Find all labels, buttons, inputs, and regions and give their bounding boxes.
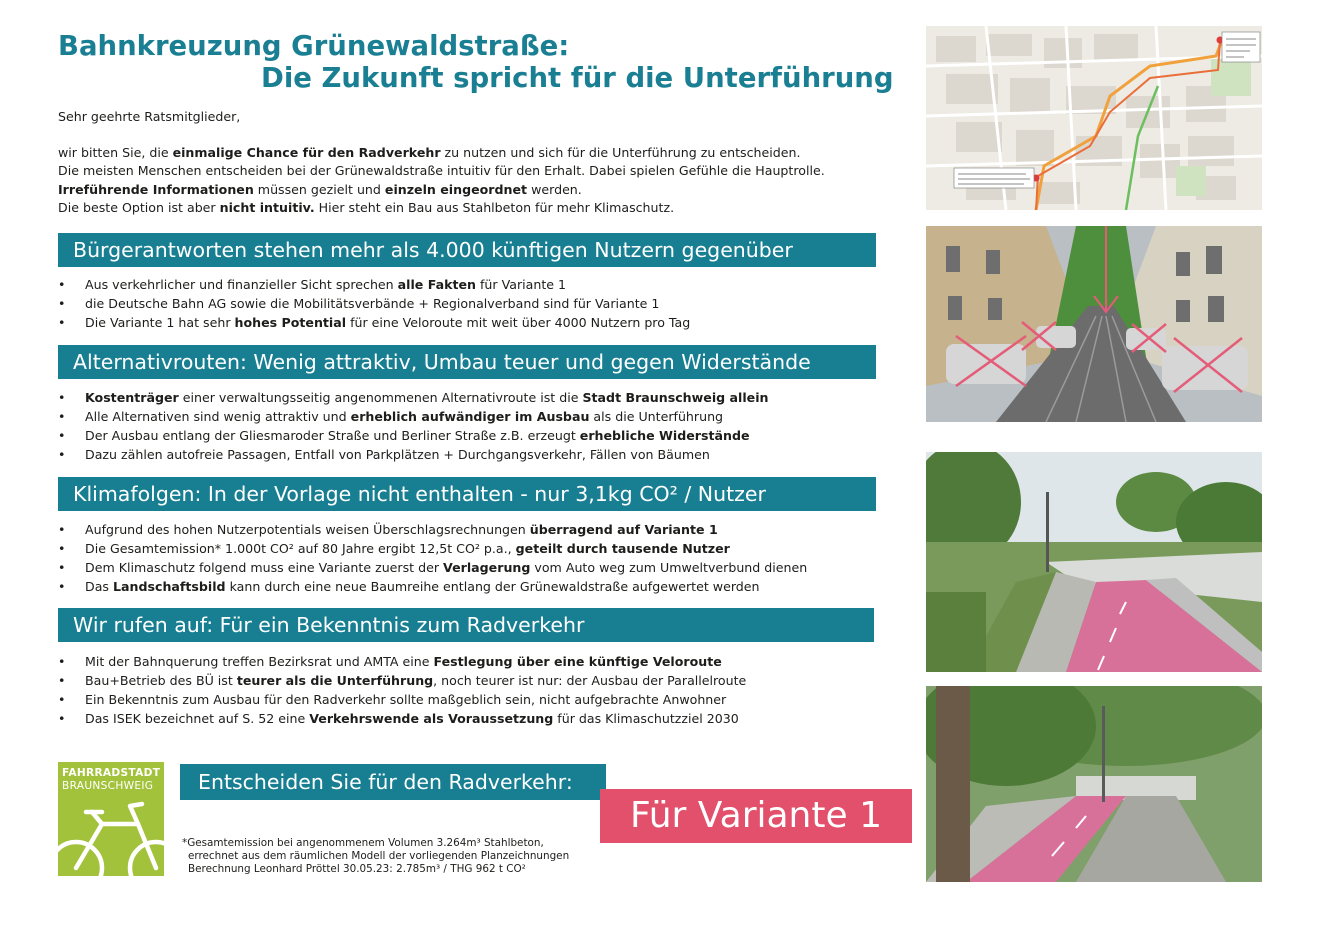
list-item: • Kostenträger einer verwaltungsseitig angenommenen Alternativroute ist die Stadt Braunschweig allein bbox=[58, 390, 769, 405]
list-item: • Die Gesamtemission* 1.000t CO² auf 80 Jahre ergibt 12,5t CO² p.a., geteilt durch tausende Nutzer bbox=[58, 541, 730, 556]
underpass-illustration bbox=[926, 452, 1262, 672]
footnote bbox=[182, 837, 569, 877]
section-list-climate bbox=[58, 520, 908, 596]
intro-line-2: Die meisten Menschen entscheiden bei der Grünewaldstraße intuitiv für den Erhalt. Dabei spielen Gefühle die Hauptrolle. bbox=[58, 163, 825, 179]
street-parking-photo bbox=[926, 226, 1262, 422]
section-heading-appeal: Wir rufen auf: Für ein Bekenntnis zum Radverkehr bbox=[58, 608, 874, 642]
call-to-action: Entscheiden Sie für den Radverkehr: bbox=[180, 764, 606, 800]
list-item: • Dem Klimaschutz folgend muss eine Variante zuerst der Verlagerung vom Auto weg zum Umweltverbund dienen bbox=[58, 560, 808, 575]
title-line-2: Die Zukunft spricht für die Unterführung bbox=[261, 62, 894, 94]
list-item: • Der Ausbau entlang der Gliesmaroder Straße und Berliner Straße z.B. erzeugt erhebliche Widerstände bbox=[58, 428, 750, 443]
list-item: • Aufgrund des hohen Nutzerpotentials weisen Überschlagsrechnungen überragend auf Variante 1 bbox=[58, 522, 718, 537]
variant-badge: Für Variante 1 bbox=[600, 789, 912, 843]
list-item: • Das ISEK bezeichnet auf S. 52 eine Verkehrswende als Voraussetzung für das Klimaschutzziel 2030 bbox=[58, 711, 739, 726]
list-item: • Die Variante 1 hat sehr hohes Potential für eine Veloroute mit weit über 4000 Nutzern pro Tag bbox=[58, 315, 691, 330]
intro-line-3: Irreführende Informationen müssen gezielt und einzeln eingeordnet werden. bbox=[58, 181, 582, 197]
salutation: Sehr geehrte Ratsmitglieder, bbox=[58, 109, 241, 124]
footnote-line-2: errechnet aus dem räumlichen Modell der vorliegenden Planzeichnungen bbox=[188, 850, 570, 863]
section-list-alternatives bbox=[58, 388, 908, 464]
logo-line-1: FAHRRADSTADT bbox=[62, 767, 161, 779]
list-item: • Aus verkehrlicher und finanzieller Sicht sprechen alle Fakten für Variante 1 bbox=[58, 277, 567, 292]
section-list-appeal bbox=[58, 652, 908, 728]
route-map-image bbox=[926, 26, 1262, 210]
list-item: • Das Landschaftsbild kann durch eine neue Baumreihe entlang der Grünewaldstraße aufgewertet werden bbox=[58, 579, 760, 594]
list-item: • Alle Alternativen sind wenig attraktiv und erheblich aufwändiger im Ausbau als die Unterführung bbox=[58, 409, 724, 424]
list-item: • Ein Bekenntnis zum Ausbau für den Radverkehr sollte maßgeblich sein, nicht aufgebrachte Anwohner bbox=[58, 692, 727, 707]
list-item: • die Deutsche Bahn AG sowie die Mobilitätsverbände + Regionalverband sind für Variante 1 bbox=[58, 296, 660, 311]
list-item: • Bau+Betrieb des BÜ ist teurer als die Unterführung, noch teurer ist nur: der Ausbau der Parallelroute bbox=[58, 673, 747, 688]
section-heading-climate: Klimafolgen: In der Vorlage nicht enthalten - nur 3,1kg CO² / Nutzer bbox=[58, 477, 876, 511]
page-title bbox=[58, 30, 894, 94]
footnote-line-3: Berechnung Leonhard Pröttel 30.05.23: 2.785m³ / THG 962 t CO² bbox=[188, 863, 526, 876]
bike-path-illustration bbox=[926, 686, 1262, 882]
section-list-citizens bbox=[58, 275, 908, 332]
logo-line-2: BRAUNSCHWEIG bbox=[62, 780, 154, 792]
map-icon bbox=[926, 26, 1262, 210]
section-heading-alternatives: Alternativrouten: Wenig attraktiv, Umbau teuer und gegen Widerstände bbox=[58, 345, 876, 379]
fahrradstadt-logo bbox=[58, 762, 164, 876]
intro-text bbox=[58, 108, 898, 217]
footnote-line-1: *Gesamtemission bei angenommenem Volumen 3.264m³ Stahlbeton, bbox=[182, 837, 544, 849]
underpass-rendering-photo bbox=[926, 452, 1262, 672]
intro-line-4: Die beste Option ist aber nicht intuitiv. Hier steht ein Bau aus Stahlbeton für mehr Klimaschutz. bbox=[58, 199, 675, 215]
title-line-1: Bahnkreuzung Grünewaldstraße: bbox=[58, 30, 570, 62]
section-heading-citizens: Bürgerantworten stehen mehr als 4.000 künftigen Nutzern gegenüber bbox=[58, 233, 876, 267]
list-item: • Dazu zählen autofreie Passagen, Entfall von Parkplätzen + Durchgangsverkehr, Fällen von Bäumen bbox=[58, 447, 710, 462]
street-photo-illustration bbox=[926, 226, 1262, 422]
intro-line-1: wir bitten Sie, die einmalige Chance für den Radverkehr zu nutzen und sich für die Unterführung zu entscheiden. bbox=[58, 145, 801, 161]
bike-path-photo bbox=[926, 686, 1262, 882]
list-item: • Mit der Bahnquerung treffen Bezirksrat und AMTA eine Festlegung über eine künftige Veloroute bbox=[58, 654, 722, 669]
